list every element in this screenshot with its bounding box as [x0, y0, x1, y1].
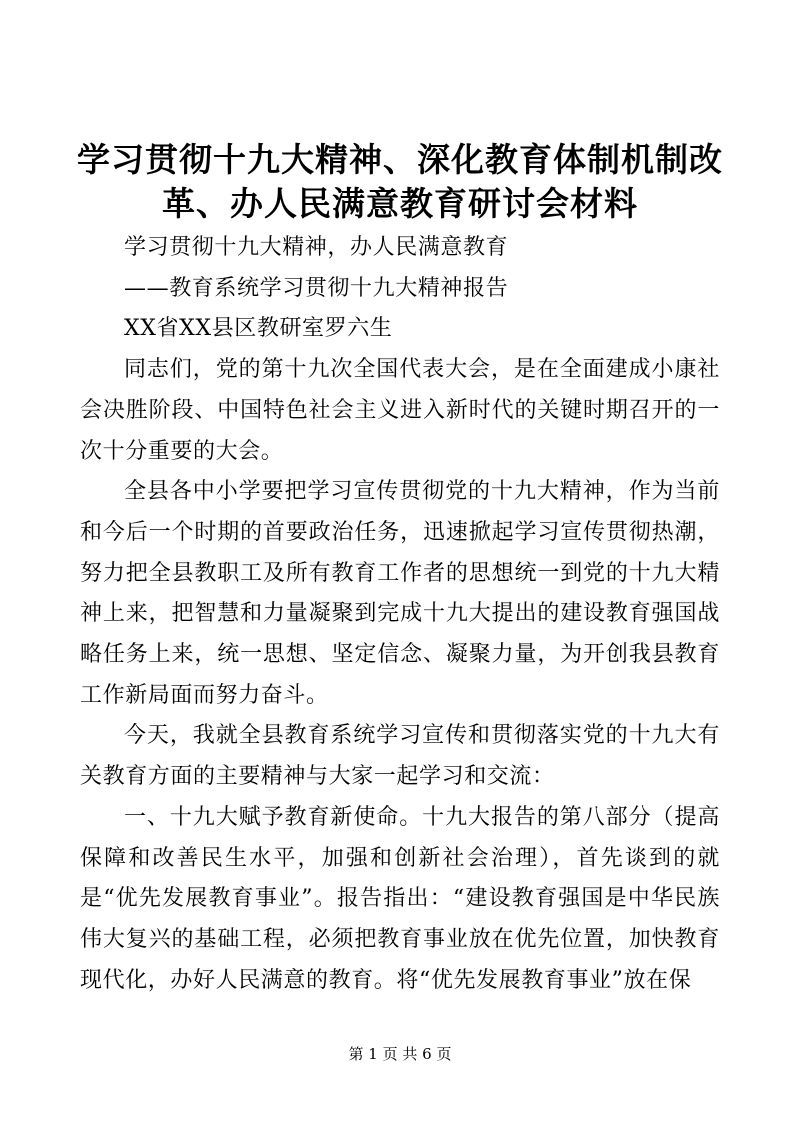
- paragraph: 同志们，党的第十九次全国代表大会，是在全面建成小康社会决胜阶段、中国特色社会主义进入新时代的关键时期召开的一次十分重要的大会。: [80, 357, 720, 464]
- paragraph: 全县各中小学要把学习宣传贯彻党的十九大精神，作为当前和今后一个时期的首要政治任务，迅速掀起学习宣传贯彻热潮，努力把全县教职工及所有教育工作者的思想统一到党的十九大精神上来，把智慧和力量凝聚到完成十九大提出的建设教育强国战略任务上来，统一思想、坚定信念、凝聚力量，为开创我县教育工作新局面而努力奋斗。: [80, 479, 720, 708]
- page-footer: 第 1 页 共 6 页: [348, 1045, 452, 1063]
- title-line-1: 学习贯彻十九大精神、深化教育体制机制改: [77, 140, 723, 179]
- title-line-2: 革、办人民满意教育研讨会材料: [162, 184, 638, 223]
- report-subtitle: ——教育系统学习贯彻十九大精神报告: [124, 275, 509, 301]
- subtitle-line: 学习贯彻十九大精神，办人民满意教育: [124, 235, 509, 260]
- paragraph: 今天，我就全县教育系统学习宣传和贯彻落实党的十九大有关教育方面的主要精神与大家一起学习和交流：: [80, 723, 720, 790]
- document-title: [60, 138, 740, 226]
- paragraph: 一、十九大赋予教育新使命。十九大报告的第八部分（提高保障和改善民生水平，加强和创新社会治理），首先谈到的就是“优先发展教育事业”。报告指出：“建设教育强国是中华民族伟大复兴的基础工程，必须把教育事业放在优先位置，加快教育现代化，办好人民满意的教育。将“优先发展教育事业”放在保: [80, 804, 720, 993]
- author-line: XX省XX县区教研室罗六生: [124, 316, 393, 342]
- document-body: [80, 228, 720, 1001]
